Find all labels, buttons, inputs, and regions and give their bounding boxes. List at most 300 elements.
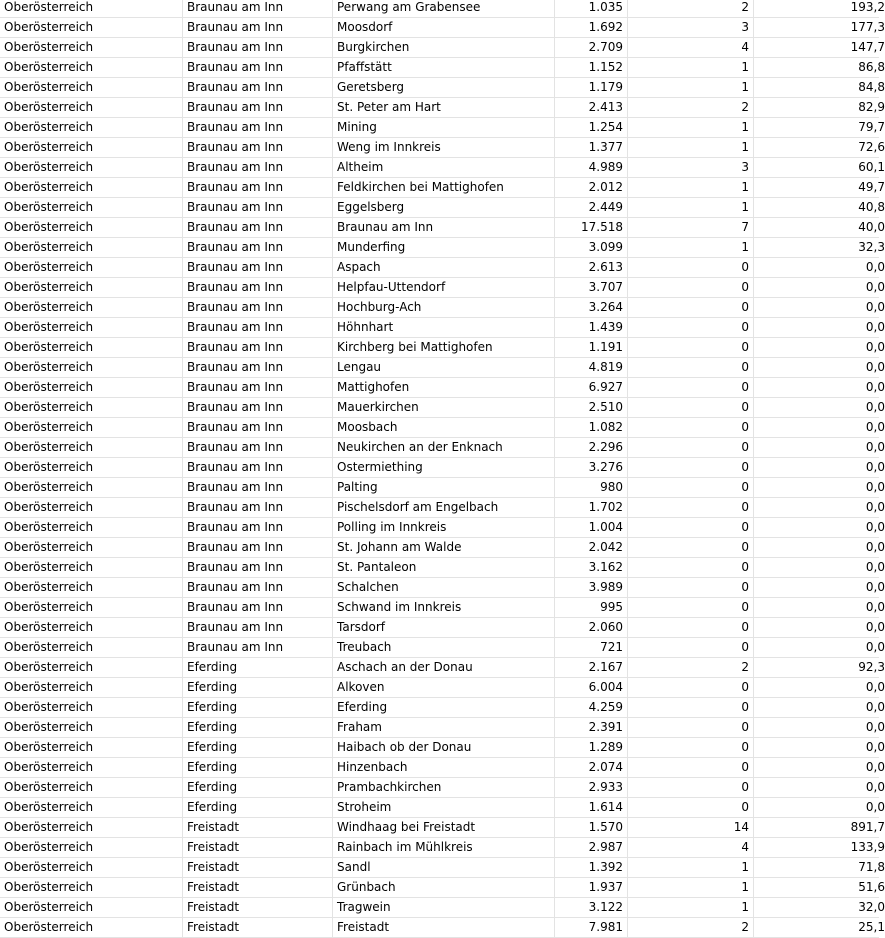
municipality-cell[interactable]: Höhnhart xyxy=(333,318,555,338)
state-cell[interactable]: Oberösterreich xyxy=(0,38,183,58)
rate-cell[interactable] xyxy=(754,298,885,318)
count-cell[interactable]: 0 xyxy=(628,318,754,338)
state-cell[interactable]: Oberösterreich xyxy=(0,878,183,898)
state-cell[interactable]: Oberösterreich xyxy=(0,518,183,538)
municipality-cell[interactable]: Tragwein xyxy=(333,898,555,918)
table-row xyxy=(0,398,885,418)
municipality-cell[interactable]: Fraham xyxy=(333,718,555,738)
rate-cell[interactable] xyxy=(754,238,885,258)
state-cell[interactable]: Oberösterreich xyxy=(0,158,183,178)
district-cell[interactable]: Braunau am Inn xyxy=(183,438,333,458)
count-cell[interactable]: 0 xyxy=(628,518,754,538)
district-cell[interactable]: Braunau am Inn xyxy=(183,178,333,198)
population-cell[interactable]: 2.413 xyxy=(555,98,628,118)
count-cell[interactable]: 0 xyxy=(628,378,754,398)
rate-cell[interactable] xyxy=(754,58,885,78)
table-row xyxy=(0,578,885,598)
count-cell[interactable]: 1 xyxy=(628,78,754,98)
municipality-cell[interactable]: Ostermiething xyxy=(333,458,555,478)
state-cell[interactable]: Oberösterreich xyxy=(0,478,183,498)
district-cell[interactable]: Braunau am Inn xyxy=(183,498,333,518)
rate-value: 86,8 xyxy=(858,60,885,74)
municipality-cell[interactable]: Hinzenbach xyxy=(333,758,555,778)
district-cell[interactable]: Braunau am Inn xyxy=(183,358,333,378)
municipality-cell[interactable]: Freistadt xyxy=(333,918,555,938)
rate-cell[interactable] xyxy=(754,158,885,178)
population-cell[interactable]: 4.259 xyxy=(555,698,628,718)
population-cell[interactable]: 7.981 xyxy=(555,918,628,938)
municipality-cell[interactable]: Treubach xyxy=(333,638,555,658)
state-cell[interactable]: Oberösterreich xyxy=(0,918,183,938)
rate-cell[interactable] xyxy=(754,558,885,578)
state-cell[interactable]: Oberösterreich xyxy=(0,398,183,418)
count-cell[interactable]: 1 xyxy=(628,198,754,218)
municipality-cell[interactable]: St. Pantaleon xyxy=(333,558,555,578)
state-cell[interactable]: Oberösterreich xyxy=(0,238,183,258)
population-cell[interactable]: 1.614 xyxy=(555,798,628,818)
district-cell[interactable]: Eferding xyxy=(183,778,333,798)
rate-cell[interactable] xyxy=(754,678,885,698)
rate-cell[interactable] xyxy=(754,918,885,938)
population-cell[interactable]: 1.191 xyxy=(555,338,628,358)
district-cell[interactable]: Braunau am Inn xyxy=(183,618,333,638)
municipality-cell[interactable]: Moosdorf xyxy=(333,18,555,38)
count-cell[interactable]: 14 xyxy=(628,818,754,838)
district-cell[interactable]: Braunau am Inn xyxy=(183,218,333,238)
count-cell[interactable]: 0 xyxy=(628,418,754,438)
rate-value: 82,9 xyxy=(858,100,885,114)
district-cell[interactable]: Freistadt xyxy=(183,838,333,858)
district-cell[interactable]: Braunau am Inn xyxy=(183,238,333,258)
rate-value: 0,0 xyxy=(865,680,885,694)
state-cell[interactable]: Oberösterreich xyxy=(0,718,183,738)
municipality-cell[interactable]: Alkoven xyxy=(333,678,555,698)
rate-cell[interactable] xyxy=(754,618,885,638)
population-cell[interactable]: 3.989 xyxy=(555,578,628,598)
state-cell[interactable]: Oberösterreich xyxy=(0,558,183,578)
state-cell[interactable]: Oberösterreich xyxy=(0,578,183,598)
population-cell[interactable]: 2.613 xyxy=(555,258,628,278)
state-cell[interactable]: Oberösterreich xyxy=(0,178,183,198)
municipality-cell[interactable]: Munderfing xyxy=(333,238,555,258)
rate-cell[interactable] xyxy=(754,878,885,898)
municipality-cell[interactable]: Mining xyxy=(333,118,555,138)
municipality-cell[interactable]: Palting xyxy=(333,478,555,498)
municipality-cell[interactable]: Helpfau-Uttendorf xyxy=(333,278,555,298)
population-cell[interactable]: 1.439 xyxy=(555,318,628,338)
district-cell[interactable]: Braunau am Inn xyxy=(183,478,333,498)
municipality-cell[interactable]: Burgkirchen xyxy=(333,38,555,58)
population-cell[interactable]: 3.122 xyxy=(555,898,628,918)
district-cell[interactable]: Freistadt xyxy=(183,858,333,878)
district-cell[interactable]: Braunau am Inn xyxy=(183,638,333,658)
municipality-cell[interactable]: Perwang am Grabensee xyxy=(333,0,555,18)
count-cell[interactable]: 3 xyxy=(628,158,754,178)
count-cell[interactable]: 1 xyxy=(628,58,754,78)
population-cell[interactable]: 6.004 xyxy=(555,678,628,698)
district-cell[interactable]: Freistadt xyxy=(183,918,333,938)
population-cell[interactable]: 2.060 xyxy=(555,618,628,638)
municipality-cell[interactable]: Mattighofen xyxy=(333,378,555,398)
state-cell[interactable]: Oberösterreich xyxy=(0,778,183,798)
count-cell[interactable]: 1 xyxy=(628,858,754,878)
state-cell[interactable]: Oberösterreich xyxy=(0,638,183,658)
rate-cell[interactable] xyxy=(754,78,885,98)
count-cell[interactable]: 0 xyxy=(628,458,754,478)
rate-cell[interactable] xyxy=(754,0,885,18)
population-cell[interactable]: 1.937 xyxy=(555,878,628,898)
rate-cell[interactable] xyxy=(754,198,885,218)
population-cell[interactable]: 3.264 xyxy=(555,298,628,318)
state-cell[interactable]: Oberösterreich xyxy=(0,818,183,838)
count-cell[interactable]: 0 xyxy=(628,478,754,498)
district-cell[interactable]: Braunau am Inn xyxy=(183,138,333,158)
state-cell[interactable]: Oberösterreich xyxy=(0,418,183,438)
population-cell[interactable]: 721 xyxy=(555,638,628,658)
population-cell[interactable]: 1.392 xyxy=(555,858,628,878)
district-cell[interactable]: Braunau am Inn xyxy=(183,578,333,598)
state-cell[interactable]: Oberösterreich xyxy=(0,538,183,558)
state-cell[interactable]: Oberösterreich xyxy=(0,598,183,618)
rate-cell[interactable] xyxy=(754,358,885,378)
state-cell[interactable]: Oberösterreich xyxy=(0,338,183,358)
count-cell[interactable]: 4 xyxy=(628,38,754,58)
district-cell[interactable]: Freistadt xyxy=(183,878,333,898)
state-cell[interactable]: Oberösterreich xyxy=(0,658,183,678)
municipality-cell[interactable]: Schalchen xyxy=(333,578,555,598)
population-cell[interactable]: 1.179 xyxy=(555,78,628,98)
count-cell[interactable]: 4 xyxy=(628,838,754,858)
count-cell[interactable]: 0 xyxy=(628,778,754,798)
state-cell[interactable]: Oberösterreich xyxy=(0,318,183,338)
state-cell[interactable]: Oberösterreich xyxy=(0,738,183,758)
district-cell[interactable]: Braunau am Inn xyxy=(183,278,333,298)
district-cell[interactable]: Braunau am Inn xyxy=(183,58,333,78)
count-cell[interactable]: 0 xyxy=(628,798,754,818)
municipality-cell[interactable]: Rainbach im Mühlkreis xyxy=(333,838,555,858)
population-cell[interactable]: 3.162 xyxy=(555,558,628,578)
population-cell[interactable]: 2.449 xyxy=(555,198,628,218)
count-cell[interactable]: 0 xyxy=(628,398,754,418)
rate-cell[interactable] xyxy=(754,458,885,478)
rate-value: 0,0 xyxy=(865,260,885,274)
state-cell[interactable]: Oberösterreich xyxy=(0,758,183,778)
municipality-cell[interactable]: Haibach ob der Donau xyxy=(333,738,555,758)
rate-cell[interactable] xyxy=(754,718,885,738)
count-cell[interactable]: 0 xyxy=(628,678,754,698)
count-cell[interactable]: 0 xyxy=(628,438,754,458)
rate-value: 0,0 xyxy=(865,420,885,434)
count-cell[interactable]: 0 xyxy=(628,278,754,298)
count-cell[interactable]: 1 xyxy=(628,878,754,898)
state-cell[interactable]: Oberösterreich xyxy=(0,858,183,878)
count-cell[interactable]: 0 xyxy=(628,758,754,778)
count-cell[interactable]: 0 xyxy=(628,558,754,578)
district-cell[interactable]: Braunau am Inn xyxy=(183,398,333,418)
population-cell[interactable]: 1.082 xyxy=(555,418,628,438)
municipality-cell[interactable]: Grünbach xyxy=(333,878,555,898)
municipality-cell[interactable]: Kirchberg bei Mattighofen xyxy=(333,338,555,358)
table-row xyxy=(0,138,885,158)
district-cell[interactable]: Eferding xyxy=(183,658,333,678)
district-cell[interactable]: Eferding xyxy=(183,798,333,818)
count-cell[interactable]: 2 xyxy=(628,658,754,678)
count-cell[interactable]: 0 xyxy=(628,698,754,718)
district-cell[interactable]: Braunau am Inn xyxy=(183,418,333,438)
district-cell[interactable]: Eferding xyxy=(183,758,333,778)
rate-cell[interactable] xyxy=(754,118,885,138)
state-cell[interactable]: Oberösterreich xyxy=(0,98,183,118)
rate-cell[interactable] xyxy=(754,738,885,758)
table-row xyxy=(0,618,885,638)
district-cell[interactable]: Braunau am Inn xyxy=(183,518,333,538)
population-cell[interactable]: 1.570 xyxy=(555,818,628,838)
population-cell[interactable]: 1.702 xyxy=(555,498,628,518)
rate-cell[interactable] xyxy=(754,178,885,198)
state-cell[interactable]: Oberösterreich xyxy=(0,258,183,278)
count-cell[interactable]: 0 xyxy=(628,358,754,378)
state-cell[interactable]: Oberösterreich xyxy=(0,458,183,478)
municipality-cell[interactable]: Windhaag bei Freistadt xyxy=(333,818,555,838)
district-cell[interactable]: Braunau am Inn xyxy=(183,38,333,58)
rate-cell[interactable] xyxy=(754,598,885,618)
rate-cell[interactable] xyxy=(754,438,885,458)
state-cell[interactable]: Oberösterreich xyxy=(0,378,183,398)
count-cell[interactable]: 1 xyxy=(628,238,754,258)
population-cell[interactable]: 2.987 xyxy=(555,838,628,858)
population-cell[interactable]: 980 xyxy=(555,478,628,498)
population-cell[interactable]: 2.933 xyxy=(555,778,628,798)
rate-cell[interactable] xyxy=(754,758,885,778)
rate-cell[interactable] xyxy=(754,338,885,358)
population-cell[interactable]: 1.692 xyxy=(555,18,628,38)
state-cell[interactable]: Oberösterreich xyxy=(0,138,183,158)
population-cell[interactable]: 1.254 xyxy=(555,118,628,138)
population-cell[interactable]: 2.074 xyxy=(555,758,628,778)
rate-value: 71,8 xyxy=(858,860,885,874)
district-cell[interactable]: Braunau am Inn xyxy=(183,338,333,358)
municipality-cell[interactable]: St. Johann am Walde xyxy=(333,538,555,558)
count-cell[interactable]: 1 xyxy=(628,898,754,918)
rate-cell[interactable] xyxy=(754,398,885,418)
count-cell[interactable]: 0 xyxy=(628,638,754,658)
count-cell[interactable]: 2 xyxy=(628,918,754,938)
rate-cell[interactable] xyxy=(754,898,885,918)
count-cell[interactable]: 0 xyxy=(628,618,754,638)
district-cell[interactable]: Braunau am Inn xyxy=(183,18,333,38)
municipality-cell[interactable]: Eggelsberg xyxy=(333,198,555,218)
district-cell[interactable]: Eferding xyxy=(183,678,333,698)
municipality-cell[interactable]: Lengau xyxy=(333,358,555,378)
district-cell[interactable]: Braunau am Inn xyxy=(183,78,333,98)
state-cell[interactable]: Oberösterreich xyxy=(0,838,183,858)
population-cell[interactable]: 995 xyxy=(555,598,628,618)
rate-cell[interactable] xyxy=(754,778,885,798)
rate-cell[interactable] xyxy=(754,858,885,878)
district-cell[interactable]: Eferding xyxy=(183,718,333,738)
state-cell[interactable]: Oberösterreich xyxy=(0,78,183,98)
state-cell[interactable]: Oberösterreich xyxy=(0,678,183,698)
municipality-cell[interactable]: Polling im Innkreis xyxy=(333,518,555,538)
population-cell[interactable]: 1.377 xyxy=(555,138,628,158)
district-cell[interactable]: Braunau am Inn xyxy=(183,598,333,618)
population-cell[interactable]: 3.707 xyxy=(555,278,628,298)
count-cell[interactable]: 1 xyxy=(628,138,754,158)
state-cell[interactable]: Oberösterreich xyxy=(0,618,183,638)
rate-value: 193,2 xyxy=(850,0,885,14)
count-cell[interactable]: 2 xyxy=(628,98,754,118)
rate-cell[interactable] xyxy=(754,578,885,598)
count-cell[interactable]: 2 xyxy=(628,0,754,18)
district-cell[interactable]: Braunau am Inn xyxy=(183,318,333,338)
rate-cell[interactable] xyxy=(754,218,885,238)
state-cell[interactable]: Oberösterreich xyxy=(0,498,183,518)
population-cell[interactable]: 1.152 xyxy=(555,58,628,78)
count-cell[interactable]: 0 xyxy=(628,718,754,738)
municipality-cell[interactable]: Braunau am Inn xyxy=(333,218,555,238)
population-cell[interactable]: 4.989 xyxy=(555,158,628,178)
municipality-cell[interactable]: St. Peter am Hart xyxy=(333,98,555,118)
state-cell[interactable]: Oberösterreich xyxy=(0,278,183,298)
state-cell[interactable]: Oberösterreich xyxy=(0,358,183,378)
rate-cell[interactable] xyxy=(754,258,885,278)
municipality-cell[interactable]: Aschach an der Donau xyxy=(333,658,555,678)
municipality-cell[interactable]: Moosbach xyxy=(333,418,555,438)
municipality-cell[interactable]: Feldkirchen bei Mattighofen xyxy=(333,178,555,198)
district-cell[interactable]: Braunau am Inn xyxy=(183,378,333,398)
district-cell[interactable]: Braunau am Inn xyxy=(183,158,333,178)
state-cell[interactable]: Oberösterreich xyxy=(0,218,183,238)
rate-value: 32,0 xyxy=(858,900,885,914)
state-cell[interactable]: Oberösterreich xyxy=(0,198,183,218)
municipality-cell[interactable]: Weng im Innkreis xyxy=(333,138,555,158)
district-cell[interactable]: Braunau am Inn xyxy=(183,118,333,138)
population-cell[interactable]: 2.510 xyxy=(555,398,628,418)
municipality-cell[interactable]: Geretsberg xyxy=(333,78,555,98)
district-cell[interactable]: Braunau am Inn xyxy=(183,458,333,478)
count-cell[interactable]: 0 xyxy=(628,498,754,518)
rate-cell[interactable] xyxy=(754,498,885,518)
population-cell[interactable]: 1.289 xyxy=(555,738,628,758)
municipality-cell[interactable]: Pfaffstätt xyxy=(333,58,555,78)
count-cell[interactable]: 1 xyxy=(628,178,754,198)
state-cell[interactable]: Oberösterreich xyxy=(0,0,183,18)
district-cell[interactable]: Braunau am Inn xyxy=(183,298,333,318)
state-cell[interactable]: Oberösterreich xyxy=(0,18,183,38)
rate-cell[interactable] xyxy=(754,98,885,118)
rate-cell[interactable] xyxy=(754,838,885,858)
district-cell[interactable]: Freistadt xyxy=(183,818,333,838)
rate-value: 0,0 xyxy=(865,800,885,814)
municipality-cell[interactable]: Stroheim xyxy=(333,798,555,818)
rate-cell[interactable] xyxy=(754,138,885,158)
count-cell[interactable]: 0 xyxy=(628,578,754,598)
district-cell[interactable]: Braunau am Inn xyxy=(183,198,333,218)
municipality-cell[interactable]: Eferding xyxy=(333,698,555,718)
population-cell[interactable]: 4.819 xyxy=(555,358,628,378)
rate-cell[interactable] xyxy=(754,818,885,838)
state-cell[interactable]: Oberösterreich xyxy=(0,58,183,78)
municipality-cell[interactable]: Schwand im Innkreis xyxy=(333,598,555,618)
count-cell[interactable]: 0 xyxy=(628,258,754,278)
municipality-cell[interactable]: Altheim xyxy=(333,158,555,178)
population-cell[interactable]: 2.042 xyxy=(555,538,628,558)
population-cell[interactable]: 2.012 xyxy=(555,178,628,198)
municipality-cell[interactable]: Hochburg-Ach xyxy=(333,298,555,318)
state-cell[interactable]: Oberösterreich xyxy=(0,118,183,138)
municipality-cell[interactable]: Neukirchen an der Enknach xyxy=(333,438,555,458)
count-cell[interactable]: 1 xyxy=(628,118,754,138)
rate-cell[interactable] xyxy=(754,538,885,558)
rate-value: 0,0 xyxy=(865,400,885,414)
municipality-cell[interactable]: Mauerkirchen xyxy=(333,398,555,418)
population-cell[interactable]: 6.927 xyxy=(555,378,628,398)
district-cell[interactable]: Braunau am Inn xyxy=(183,558,333,578)
population-cell[interactable]: 2.167 xyxy=(555,658,628,678)
count-cell[interactable]: 0 xyxy=(628,338,754,358)
municipality-cell[interactable]: Tarsdorf xyxy=(333,618,555,638)
district-cell[interactable]: Braunau am Inn xyxy=(183,538,333,558)
district-cell[interactable]: Braunau am Inn xyxy=(183,98,333,118)
population-cell[interactable]: 17.518 xyxy=(555,218,628,238)
state-cell[interactable]: Oberösterreich xyxy=(0,298,183,318)
rate-cell[interactable] xyxy=(754,518,885,538)
municipality-cell[interactable]: Sandl xyxy=(333,858,555,878)
rate-value: 0,0 xyxy=(865,480,885,494)
population-cell[interactable]: 3.276 xyxy=(555,458,628,478)
municipality-cell[interactable]: Aspach xyxy=(333,258,555,278)
population-cell[interactable]: 1.004 xyxy=(555,518,628,538)
rate-value: 25,1 xyxy=(858,920,885,934)
rate-cell[interactable] xyxy=(754,418,885,438)
rate-cell[interactable] xyxy=(754,478,885,498)
state-cell[interactable]: Oberösterreich xyxy=(0,698,183,718)
rate-value: 0,0 xyxy=(865,500,885,514)
count-cell[interactable]: 0 xyxy=(628,738,754,758)
population-cell[interactable]: 1.035 xyxy=(555,0,628,18)
rate-cell[interactable] xyxy=(754,18,885,38)
count-cell[interactable]: 3 xyxy=(628,18,754,38)
district-cell[interactable]: Freistadt xyxy=(183,898,333,918)
district-cell[interactable]: Eferding xyxy=(183,698,333,718)
count-cell[interactable]: 0 xyxy=(628,598,754,618)
rate-cell[interactable] xyxy=(754,698,885,718)
state-cell[interactable]: Oberösterreich xyxy=(0,438,183,458)
population-cell[interactable]: 2.296 xyxy=(555,438,628,458)
table-row xyxy=(0,238,885,258)
rate-cell[interactable] xyxy=(754,378,885,398)
state-cell[interactable]: Oberösterreich xyxy=(0,798,183,818)
rate-cell[interactable] xyxy=(754,278,885,298)
count-cell[interactable]: 0 xyxy=(628,298,754,318)
municipality-cell[interactable]: Prambachkirchen xyxy=(333,778,555,798)
district-cell[interactable]: Eferding xyxy=(183,738,333,758)
district-cell[interactable]: Braunau am Inn xyxy=(183,0,333,18)
population-cell[interactable]: 3.099 xyxy=(555,238,628,258)
rate-cell[interactable] xyxy=(754,798,885,818)
rate-cell[interactable] xyxy=(754,38,885,58)
rate-cell[interactable] xyxy=(754,638,885,658)
count-cell[interactable]: 0 xyxy=(628,538,754,558)
municipality-cell[interactable]: Pischelsdorf am Engelbach xyxy=(333,498,555,518)
state-cell[interactable]: Oberösterreich xyxy=(0,898,183,918)
population-cell[interactable]: 2.391 xyxy=(555,718,628,738)
rate-cell[interactable] xyxy=(754,318,885,338)
population-cell[interactable]: 2.709 xyxy=(555,38,628,58)
rate-cell[interactable] xyxy=(754,658,885,678)
count-cell[interactable]: 7 xyxy=(628,218,754,238)
district-cell[interactable]: Braunau am Inn xyxy=(183,258,333,278)
